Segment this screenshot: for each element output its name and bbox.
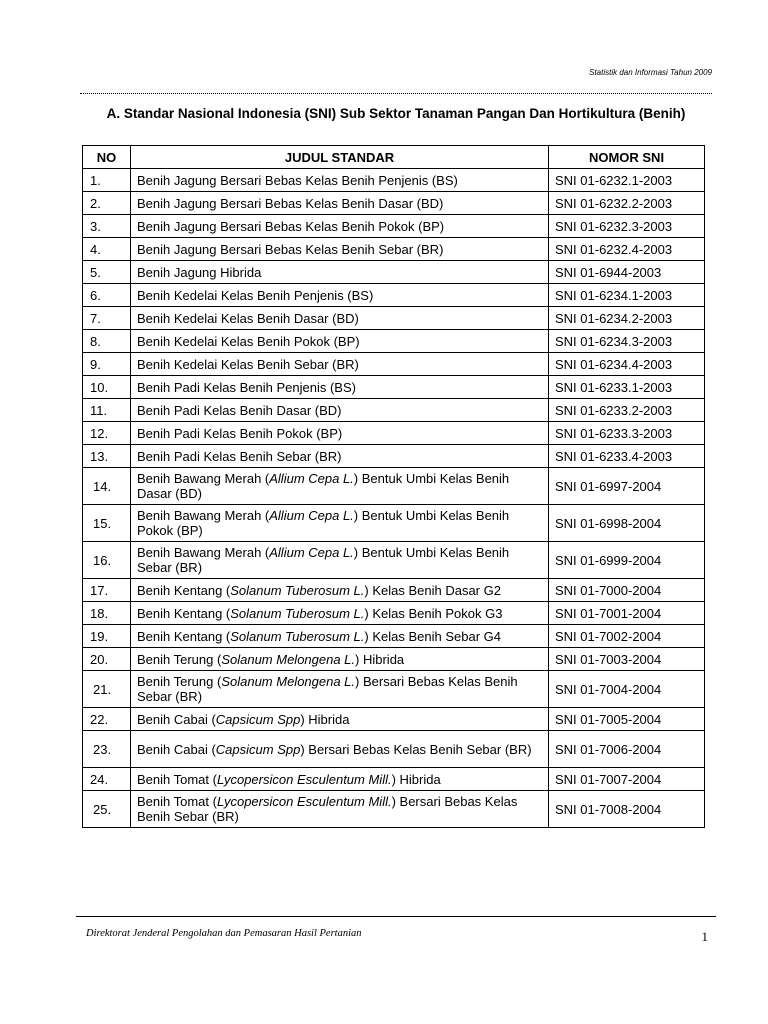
table-row — [83, 422, 705, 445]
sni-number: SNI 01-6232.4-2003 — [549, 238, 705, 261]
row-number: 4. — [83, 238, 131, 261]
sni-number: SNI 01-7006-2004 — [549, 731, 705, 768]
table-row — [83, 169, 705, 192]
title-part: ) Bersari Bebas Kelas Benih Sebar (BR) — [300, 741, 532, 757]
row-number: 22. — [83, 708, 131, 731]
sni-number: SNI 01-6233.2-2003 — [549, 399, 705, 422]
row-number: 20. — [83, 648, 131, 671]
sni-number: SNI 01-6233.4-2003 — [549, 445, 705, 468]
table-row — [83, 307, 705, 330]
section-title: A. Standar Nasional Indonesia (SNI) Sub Sektor Tanaman Pangan Dan Hortikultura (Benih) — [106, 106, 686, 121]
sni-number: SNI 01-7001-2004 — [549, 602, 705, 625]
title-part: ) Hibrida — [300, 711, 350, 727]
row-number: 5. — [83, 261, 131, 284]
sni-number: SNI 01-6232.3-2003 — [549, 215, 705, 238]
column-header-title: JUDUL STANDAR — [131, 146, 549, 169]
standard-title — [131, 505, 549, 542]
title-part: ) Kelas Benih Dasar G2 — [364, 582, 501, 598]
title-part: Benih Kentang ( — [137, 628, 231, 644]
standard-title — [131, 602, 549, 625]
row-number: 15. — [83, 505, 131, 542]
title-part: ) Bersari Bebas Kelas Benih Sebar (BR) — [137, 674, 518, 704]
table-row — [83, 791, 705, 828]
row-number: 23. — [83, 731, 131, 768]
standard-title: Benih Padi Kelas Benih Pokok (BP) — [131, 422, 549, 445]
standard-title — [131, 708, 549, 731]
row-number: 2. — [83, 192, 131, 215]
table-row — [83, 261, 705, 284]
sni-number: SNI 01-6232.1-2003 — [549, 169, 705, 192]
standard-title: Benih Jagung Bersari Bebas Kelas Benih Sebar (BR) — [131, 238, 549, 261]
row-number: 10. — [83, 376, 131, 399]
species-name: Allium Cepa L. — [269, 545, 354, 560]
standard-title: Benih Jagung Hibrida — [131, 261, 549, 284]
species-name: Allium Cepa L. — [269, 508, 354, 523]
row-number: 14. — [83, 468, 131, 505]
standard-title: Benih Jagung Bersari Bebas Kelas Benih Penjenis (BS) — [131, 169, 549, 192]
title-part: Benih Bawang Merah ( — [137, 471, 270, 486]
standard-title — [131, 791, 549, 828]
table-row — [83, 602, 705, 625]
row-number: 13. — [83, 445, 131, 468]
title-part: Benih Terung ( — [137, 651, 222, 667]
species-name: Capsicum Spp — [215, 711, 301, 727]
species-name: Allium Cepa L. — [269, 471, 354, 486]
row-number: 21. — [83, 671, 131, 708]
sni-standards-table — [82, 145, 705, 828]
species-name: Capsicum Spp — [215, 741, 301, 757]
standard-title: Benih Kedelai Kelas Benih Penjenis (BS) — [131, 284, 549, 307]
standard-title — [131, 768, 549, 791]
species-name: Solanum Tuberosum L. — [230, 605, 365, 621]
title-part: Benih Tomat ( — [137, 771, 217, 787]
title-part: ) Hibrida — [391, 771, 441, 787]
sni-number: SNI 01-6233.3-2003 — [549, 422, 705, 445]
row-number: 12. — [83, 422, 131, 445]
standard-title: Benih Padi Kelas Benih Sebar (BR) — [131, 445, 549, 468]
row-number: 16. — [83, 542, 131, 579]
row-number: 25. — [83, 791, 131, 828]
row-number: 19. — [83, 625, 131, 648]
header-note: Statistik dan Informasi Tahun 2009 — [589, 68, 712, 77]
table-row — [83, 542, 705, 579]
row-number: 18. — [83, 602, 131, 625]
standard-title: Benih Padi Kelas Benih Penjenis (BS) — [131, 376, 549, 399]
title-part: Benih Cabai ( — [137, 741, 216, 757]
title-part: Benih Bawang Merah ( — [137, 508, 270, 523]
sni-number: SNI 01-6234.4-2003 — [549, 353, 705, 376]
title-part: ) Bentuk Umbi Kelas Benih Pokok (BP) — [137, 508, 510, 538]
row-number: 3. — [83, 215, 131, 238]
row-number: 7. — [83, 307, 131, 330]
species-name: Solanum Tuberosum L. — [230, 582, 365, 598]
sni-number: SNI 01-7008-2004 — [549, 791, 705, 828]
table-row — [83, 505, 705, 542]
sni-number: SNI 01-6234.3-2003 — [549, 330, 705, 353]
title-part: Benih Bawang Merah ( — [137, 545, 270, 560]
standard-title: Benih Jagung Bersari Bebas Kelas Benih Dasar (BD) — [131, 192, 549, 215]
table-row — [83, 445, 705, 468]
standard-title — [131, 731, 549, 768]
title-part: ) Hibrida — [355, 651, 405, 667]
row-number: 17. — [83, 579, 131, 602]
table-row — [83, 731, 705, 768]
sni-number: SNI 01-6234.1-2003 — [549, 284, 705, 307]
title-part: ) Bentuk Umbi Kelas Benih Dasar (BD) — [137, 471, 510, 501]
column-header-number: NOMOR SNI — [549, 146, 705, 169]
table-header-row — [83, 146, 705, 169]
table-row — [83, 192, 705, 215]
sni-number: SNI 01-7005-2004 — [549, 708, 705, 731]
title-part: Benih Kentang ( — [137, 582, 231, 598]
header-dotted-rule — [80, 93, 712, 94]
sni-number: SNI 01-6234.2-2003 — [549, 307, 705, 330]
row-number: 11. — [83, 399, 131, 422]
standard-title — [131, 542, 549, 579]
table-row — [83, 671, 705, 708]
table-row — [83, 353, 705, 376]
sni-number: SNI 01-7004-2004 — [549, 671, 705, 708]
title-part: ) Bentuk Umbi Kelas Benih Sebar (BR) — [137, 545, 510, 575]
species-name: Lycopersicon Esculentum Mill. — [216, 794, 392, 809]
row-number: 6. — [83, 284, 131, 307]
standard-title: Benih Kedelai Kelas Benih Sebar (BR) — [131, 353, 549, 376]
table-row — [83, 768, 705, 791]
sni-number: SNI 01-7000-2004 — [549, 579, 705, 602]
table-row — [83, 330, 705, 353]
table-row — [83, 625, 705, 648]
title-part: ) Bersari Bebas Kelas Benih Sebar (BR) — [137, 794, 518, 824]
standard-title: Benih Kedelai Kelas Benih Dasar (BD) — [131, 307, 549, 330]
footer-rule — [76, 916, 716, 917]
column-header-no: NO — [83, 146, 131, 169]
row-number: 1. — [83, 169, 131, 192]
title-part: ) Kelas Benih Pokok G3 — [364, 605, 503, 621]
species-name: Lycopersicon Esculentum Mill. — [216, 771, 392, 787]
standard-title — [131, 648, 549, 671]
title-part: Benih Tomat ( — [137, 794, 217, 809]
sni-number: SNI 01-6944-2003 — [549, 261, 705, 284]
sni-number: SNI 01-7002-2004 — [549, 625, 705, 648]
standard-title — [131, 579, 549, 602]
standard-title: Benih Jagung Bersari Bebas Kelas Benih Pokok (BP) — [131, 215, 549, 238]
table-row — [83, 215, 705, 238]
title-part: Benih Terung ( — [137, 674, 222, 689]
table-row — [83, 468, 705, 505]
row-number: 24. — [83, 768, 131, 791]
standard-title: Benih Padi Kelas Benih Dasar (BD) — [131, 399, 549, 422]
footer-text: Direktorat Jenderal Pengolahan dan Pemasaran Hasil Pertanian — [86, 928, 362, 939]
standard-title: Benih Kedelai Kelas Benih Pokok (BP) — [131, 330, 549, 353]
table-row — [83, 708, 705, 731]
table-row — [83, 648, 705, 671]
title-part: ) Kelas Benih Sebar G4 — [364, 628, 501, 644]
standard-title — [131, 468, 549, 505]
sni-number: SNI 01-7007-2004 — [549, 768, 705, 791]
species-name: Solanum Melongena L. — [221, 651, 356, 667]
table-row — [83, 284, 705, 307]
row-number: 8. — [83, 330, 131, 353]
sni-number: SNI 01-6998-2004 — [549, 505, 705, 542]
row-number: 9. — [83, 353, 131, 376]
species-name: Solanum Melongena L. — [221, 674, 356, 689]
sni-number: SNI 01-6233.1-2003 — [549, 376, 705, 399]
sni-number: SNI 01-6999-2004 — [549, 542, 705, 579]
sni-number: SNI 01-6232.2-2003 — [549, 192, 705, 215]
table-row — [83, 376, 705, 399]
title-part: Benih Kentang ( — [137, 605, 231, 621]
table-row — [83, 399, 705, 422]
sni-number: SNI 01-7003-2004 — [549, 648, 705, 671]
table-body — [83, 169, 705, 828]
standard-title — [131, 625, 549, 648]
table-row — [83, 579, 705, 602]
title-part: Benih Cabai ( — [137, 711, 216, 727]
sni-number: SNI 01-6997-2004 — [549, 468, 705, 505]
species-name: Solanum Tuberosum L. — [230, 628, 365, 644]
standard-title — [131, 671, 549, 708]
page-number: 1 — [701, 929, 708, 944]
table-row — [83, 238, 705, 261]
